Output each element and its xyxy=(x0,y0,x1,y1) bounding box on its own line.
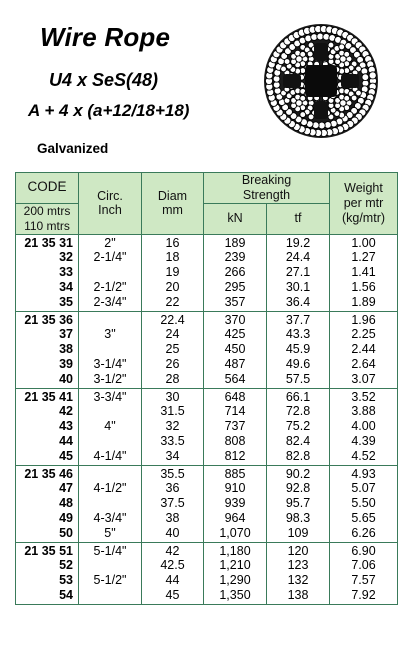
table-row xyxy=(16,419,398,434)
diam-cell: 40 xyxy=(142,526,204,542)
table-row xyxy=(16,588,398,604)
table-row xyxy=(16,342,398,357)
table-row xyxy=(16,511,398,526)
rope-wire xyxy=(351,95,357,101)
kn-cell: 357 xyxy=(204,295,267,311)
tf-cell: 45.9 xyxy=(267,342,330,357)
tf-cell: 37.7 xyxy=(267,311,330,327)
diam-cell: 20 xyxy=(142,280,204,295)
code-cell: 42 xyxy=(16,404,79,419)
diam-cell: 36 xyxy=(142,481,204,496)
code-cell: 47 xyxy=(16,481,79,496)
tf-cell: 82.8 xyxy=(267,449,330,465)
kn-cell: 1,180 xyxy=(204,542,267,558)
code-cell: 21 35 51 xyxy=(16,542,79,558)
circ-cell: 3-1/4" xyxy=(79,357,142,372)
circ-header xyxy=(79,173,142,235)
code-length-line2: 110 mtrs xyxy=(24,218,70,233)
table-row xyxy=(16,542,398,558)
table-row xyxy=(16,558,398,573)
construction-label: U4 x SeS(48) xyxy=(49,70,159,90)
code-cell: 21 35 31 xyxy=(16,234,79,250)
circ-cell xyxy=(79,265,142,280)
code-cell: 38 xyxy=(16,342,79,357)
rope-wire xyxy=(307,51,313,57)
circ-cell: 2-3/4" xyxy=(79,295,142,311)
circ-cell xyxy=(79,342,142,357)
table-row xyxy=(16,404,398,419)
weight-cell: 1.96 xyxy=(330,311,398,327)
weight-cell: 3.52 xyxy=(330,388,398,404)
diam-cell: 45 xyxy=(142,588,204,604)
weight-header-line3: (kg/mtr) xyxy=(341,210,386,225)
finish-label: Galvanized xyxy=(37,141,109,156)
weight-cell: 2.25 xyxy=(330,327,398,342)
weight-cell: 7.92 xyxy=(330,588,398,604)
table-header xyxy=(16,173,398,235)
circ-cell: 4-1/2" xyxy=(79,481,142,496)
weight-header-line1: Weight xyxy=(344,181,383,196)
diam-cell: 25 xyxy=(142,342,204,357)
code-cell: 21 35 36 xyxy=(16,311,79,327)
tf-cell: 75.2 xyxy=(267,419,330,434)
weight-cell: 6.26 xyxy=(330,526,398,542)
table-row xyxy=(16,265,398,280)
rope-core xyxy=(305,65,337,97)
circ-cell xyxy=(79,311,142,327)
tf-header: tf xyxy=(267,203,330,234)
table-row-group xyxy=(16,542,398,604)
circ-cell: 4-1/4" xyxy=(79,449,142,465)
tf-cell: 109 xyxy=(267,526,330,542)
table-row xyxy=(16,295,398,311)
weight-cell: 2.44 xyxy=(330,342,398,357)
weight-cell: 1.27 xyxy=(330,250,398,265)
diam-cell: 19 xyxy=(142,265,204,280)
circ-cell xyxy=(79,465,142,481)
construction-formula: A + 4 x (a+12/18+18) xyxy=(28,101,190,120)
diam-cell: 44 xyxy=(142,573,204,588)
kn-cell: 239 xyxy=(204,250,267,265)
weight-cell: 4.52 xyxy=(330,449,398,465)
code-cell: 21 35 41 xyxy=(16,388,79,404)
diam-header xyxy=(142,173,204,235)
tf-cell: 27.1 xyxy=(267,265,330,280)
circ-cell xyxy=(79,434,142,449)
diam-cell: 24 xyxy=(142,327,204,342)
code-cell: 53 xyxy=(16,573,79,588)
circ-cell: 2" xyxy=(79,234,142,250)
circ-cell: 5-1/4" xyxy=(79,542,142,558)
circ-cell: 3-3/4" xyxy=(79,388,142,404)
diam-header-line2: mm xyxy=(162,203,183,218)
code-cell: 52 xyxy=(16,558,79,573)
code-cell: 39 xyxy=(16,357,79,372)
diam-cell: 35.5 xyxy=(142,465,204,481)
code-cell: 45 xyxy=(16,449,79,465)
rope-wire xyxy=(300,112,306,118)
table-row xyxy=(16,434,398,449)
specification-table xyxy=(15,172,398,605)
tf-cell: 66.1 xyxy=(267,388,330,404)
kn-cell: 1,290 xyxy=(204,573,267,588)
kn-cell: 648 xyxy=(204,388,267,404)
weight-cell: 4.93 xyxy=(330,465,398,481)
kn-cell: 487 xyxy=(204,357,267,372)
breaking-header-line1: Breaking xyxy=(241,173,292,187)
table-row xyxy=(16,372,398,388)
rope-wire xyxy=(281,66,287,72)
circ-cell: 5" xyxy=(79,526,142,542)
code-header: CODE xyxy=(16,173,79,204)
breaking-header-line2: Strength xyxy=(242,187,291,202)
table-row xyxy=(16,526,398,542)
rope-wires xyxy=(264,24,378,138)
kn-cell: 812 xyxy=(204,449,267,465)
table-row xyxy=(16,250,398,265)
weight-cell: 1.56 xyxy=(330,280,398,295)
diam-cell: 34 xyxy=(142,449,204,465)
circ-cell: 2-1/4" xyxy=(79,250,142,265)
code-length-header xyxy=(16,203,79,234)
circ-cell: 4" xyxy=(79,419,142,434)
code-cell: 40 xyxy=(16,372,79,388)
diam-cell: 42 xyxy=(142,542,204,558)
diam-cell: 38 xyxy=(142,511,204,526)
diam-cell: 22 xyxy=(142,295,204,311)
kn-cell: 939 xyxy=(204,496,267,511)
page-title: Wire Rope xyxy=(40,22,171,52)
diam-cell: 16 xyxy=(142,234,204,250)
kn-cell: 450 xyxy=(204,342,267,357)
code-cell: 54 xyxy=(16,588,79,604)
code-length-line1: 200 mtrs xyxy=(23,203,71,218)
tf-cell: 57.5 xyxy=(267,372,330,388)
weight-cell: 1.00 xyxy=(330,234,398,250)
table-row xyxy=(16,465,398,481)
tf-cell: 49.6 xyxy=(267,357,330,372)
code-cell: 43 xyxy=(16,419,79,434)
diam-cell: 33.5 xyxy=(142,434,204,449)
code-cell: 48 xyxy=(16,496,79,511)
rope-wire xyxy=(328,42,334,48)
tf-cell: 120 xyxy=(267,542,330,558)
table-row xyxy=(16,573,398,588)
kn-cell: 808 xyxy=(204,434,267,449)
tf-cell: 90.2 xyxy=(267,465,330,481)
weight-cell: 3.07 xyxy=(330,372,398,388)
code-cell: 33 xyxy=(16,265,79,280)
circ-header-line1: Circ. xyxy=(97,188,123,203)
weight-cell: 5.50 xyxy=(330,496,398,511)
kn-cell: 1,210 xyxy=(204,558,267,573)
diam-cell: 30 xyxy=(142,388,204,404)
table-row xyxy=(16,234,398,250)
tf-cell: 43.3 xyxy=(267,327,330,342)
tf-cell: 123 xyxy=(267,558,330,573)
rope-cross-section-diagram xyxy=(262,22,380,140)
tf-cell: 132 xyxy=(267,573,330,588)
circ-cell: 3-1/2" xyxy=(79,372,142,388)
table-row xyxy=(16,481,398,496)
diam-cell: 26 xyxy=(142,357,204,372)
tf-cell: 30.1 xyxy=(267,280,330,295)
kn-cell: 1,070 xyxy=(204,526,267,542)
circ-cell xyxy=(79,404,142,419)
kn-cell: 295 xyxy=(204,280,267,295)
kn-cell: 964 xyxy=(204,511,267,526)
circ-cell xyxy=(79,588,142,604)
kn-cell: 885 xyxy=(204,465,267,481)
circ-cell xyxy=(79,496,142,511)
table-row xyxy=(16,327,398,342)
table-row xyxy=(16,311,398,327)
tf-cell: 95.7 xyxy=(267,496,330,511)
rope-wire xyxy=(340,100,346,106)
table-row xyxy=(16,280,398,295)
circ-cell: 2-1/2" xyxy=(79,280,142,295)
circ-cell: 5-1/2" xyxy=(79,573,142,588)
code-cell: 21 35 46 xyxy=(16,465,79,481)
tf-cell: 82.4 xyxy=(267,434,330,449)
weight-cell: 1.89 xyxy=(330,295,398,311)
kn-cell: 370 xyxy=(204,311,267,327)
rope-strand xyxy=(314,43,328,61)
tf-cell: 98.3 xyxy=(267,511,330,526)
code-cell: 44 xyxy=(16,434,79,449)
rope-wire xyxy=(362,74,369,81)
tf-cell: 138 xyxy=(267,588,330,604)
weight-cell: 3.88 xyxy=(330,404,398,419)
tf-cell: 24.4 xyxy=(267,250,330,265)
rope-wire xyxy=(296,56,302,62)
kn-cell: 714 xyxy=(204,404,267,419)
diam-cell: 42.5 xyxy=(142,558,204,573)
kn-cell: 1,350 xyxy=(204,588,267,604)
table-row xyxy=(16,388,398,404)
kn-cell: 910 xyxy=(204,481,267,496)
table-row xyxy=(16,449,398,465)
weight-cell: 5.07 xyxy=(330,481,398,496)
table-row-group xyxy=(16,311,398,388)
weight-cell: 4.39 xyxy=(330,434,398,449)
tf-cell: 19.2 xyxy=(267,234,330,250)
diam-cell: 31.5 xyxy=(142,404,204,419)
weight-header-line2: per mtr xyxy=(343,195,384,210)
code-cell: 35 xyxy=(16,295,79,311)
kn-cell: 266 xyxy=(204,265,267,280)
weight-cell: 7.57 xyxy=(330,573,398,588)
breaking-strength-header xyxy=(204,173,330,204)
circ-header-line2: Inch xyxy=(98,203,122,218)
tf-cell: 36.4 xyxy=(267,295,330,311)
code-cell: 37 xyxy=(16,327,79,342)
rope-wire xyxy=(369,72,376,79)
rope-wire xyxy=(308,114,314,120)
rope-strand xyxy=(283,74,301,88)
kn-cell: 189 xyxy=(204,234,267,250)
rope-wire xyxy=(340,56,346,62)
diam-cell: 22.4 xyxy=(142,311,204,327)
kn-cell: 564 xyxy=(204,372,267,388)
code-cell: 49 xyxy=(16,511,79,526)
table-row-group xyxy=(16,234,398,311)
circ-cell: 3" xyxy=(79,327,142,342)
weight-cell: 7.06 xyxy=(330,558,398,573)
code-cell: 50 xyxy=(16,526,79,542)
weight-cell: 6.90 xyxy=(330,542,398,558)
weight-header xyxy=(330,173,398,235)
code-cell: 34 xyxy=(16,280,79,295)
kn-cell: 425 xyxy=(204,327,267,342)
diam-header-line1: Diam xyxy=(157,188,188,203)
circ-cell: 4-3/4" xyxy=(79,511,142,526)
kn-cell: 737 xyxy=(204,419,267,434)
diam-cell: 32 xyxy=(142,419,204,434)
weight-cell: 1.41 xyxy=(330,265,398,280)
diam-cell: 37.5 xyxy=(142,496,204,511)
rope-strand xyxy=(314,101,328,119)
rope-strand xyxy=(341,74,359,88)
diam-cell: 28 xyxy=(142,372,204,388)
weight-cell: 4.00 xyxy=(330,419,398,434)
table-row-group xyxy=(16,388,398,465)
tf-cell: 92.8 xyxy=(267,481,330,496)
weight-cell: 5.65 xyxy=(330,511,398,526)
diam-cell: 18 xyxy=(142,250,204,265)
rope-wire xyxy=(296,100,302,106)
rope-wire xyxy=(339,44,345,50)
table-row-group xyxy=(16,465,398,542)
circ-cell xyxy=(79,558,142,573)
weight-cell: 2.64 xyxy=(330,357,398,372)
rope-wire xyxy=(284,59,290,65)
table-row xyxy=(16,496,398,511)
tf-cell: 72.8 xyxy=(267,404,330,419)
rope-wire xyxy=(356,90,362,96)
code-cell: 32 xyxy=(16,250,79,265)
kn-header: kN xyxy=(204,203,267,234)
table-row xyxy=(16,357,398,372)
